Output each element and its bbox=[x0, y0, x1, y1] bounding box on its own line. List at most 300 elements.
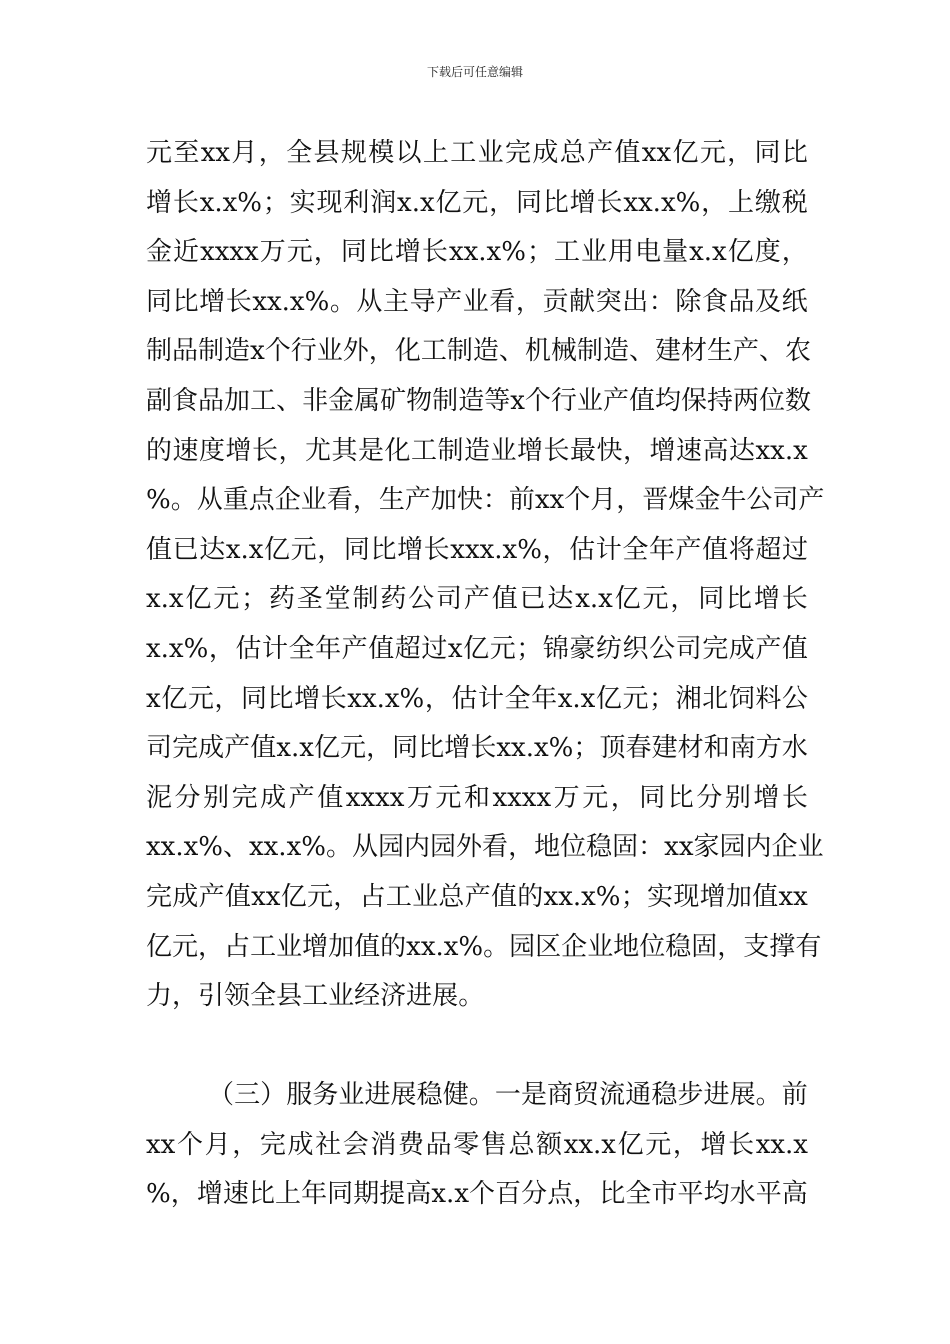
text-glyph: 药 bbox=[268, 584, 295, 615]
text-glyph: 务 bbox=[312, 1080, 339, 1110]
text-glyph: 点 bbox=[547, 1179, 574, 1210]
text-glyph: 总 bbox=[508, 1129, 535, 1160]
text-glyph: xx.x% bbox=[623, 187, 701, 218]
text-glyph: 模 bbox=[368, 138, 395, 168]
text-glyph: 度 bbox=[754, 237, 781, 268]
text-glyph: 均 bbox=[703, 1179, 730, 1210]
text-glyph: 实 bbox=[647, 882, 674, 912]
text-glyph: ， bbox=[623, 435, 650, 466]
text-glyph: 同 bbox=[754, 138, 781, 168]
text-glyph: 亿 bbox=[146, 931, 173, 962]
text-glyph: 公 bbox=[746, 485, 773, 516]
text-line bbox=[146, 574, 808, 624]
text-glyph: 看 bbox=[482, 832, 509, 863]
text-glyph: 行 bbox=[550, 386, 577, 416]
text-glyph: xx bbox=[534, 485, 565, 516]
text-glyph: 亿 bbox=[617, 1129, 644, 1160]
text-glyph: 外 bbox=[342, 336, 369, 367]
text-glyph: 亿 bbox=[614, 584, 641, 615]
text-glyph: 亿 bbox=[463, 634, 490, 664]
text-glyph: 的 bbox=[517, 882, 544, 912]
text-glyph: 主 bbox=[383, 286, 410, 317]
text-glyph: 业 bbox=[797, 832, 824, 863]
text-glyph: 两 bbox=[733, 386, 760, 416]
text-glyph: 和 bbox=[463, 782, 490, 813]
text-glyph: 业 bbox=[338, 1080, 365, 1110]
text-glyph: 位 bbox=[759, 386, 786, 416]
text-glyph: 、 bbox=[498, 336, 525, 367]
text-glyph: 方 bbox=[755, 733, 782, 764]
text-glyph: 产 bbox=[675, 534, 702, 565]
text-glyph: 值 bbox=[702, 534, 729, 565]
text-glyph: 产 bbox=[733, 336, 760, 367]
text-glyph: x.x bbox=[397, 187, 435, 218]
text-glyph: 分 bbox=[174, 782, 201, 813]
text-glyph: 增 bbox=[397, 534, 424, 565]
text-glyph: 牛 bbox=[720, 485, 747, 516]
text-glyph: 地 bbox=[613, 931, 640, 962]
text-glyph: 现 bbox=[316, 187, 343, 218]
text-glyph: 是 bbox=[520, 1080, 547, 1110]
text-glyph: 饲 bbox=[728, 683, 755, 714]
text-line bbox=[146, 426, 808, 476]
text-glyph: 完 bbox=[231, 782, 258, 813]
text-glyph: 实 bbox=[289, 187, 316, 218]
text-glyph: 一 bbox=[494, 1080, 521, 1110]
text-glyph: 完 bbox=[172, 733, 199, 764]
text-glyph: 公 bbox=[781, 683, 808, 714]
text-glyph: 增 bbox=[444, 733, 471, 764]
text-glyph: 比 bbox=[726, 584, 753, 615]
text-glyph: 食 bbox=[172, 386, 199, 416]
text-glyph: 业 bbox=[587, 931, 614, 962]
text-glyph: 点 bbox=[248, 485, 275, 516]
text-glyph: 水 bbox=[781, 733, 808, 764]
text-glyph: x.x bbox=[431, 1179, 469, 1210]
text-glyph: 贸 bbox=[573, 1080, 600, 1110]
text-glyph: ， bbox=[317, 534, 344, 565]
text-glyph: 、 bbox=[628, 336, 655, 367]
text-glyph: xx.x% bbox=[248, 832, 326, 863]
text-glyph: 位 bbox=[639, 931, 666, 962]
text-glyph: 同 bbox=[639, 782, 666, 813]
text-glyph: 市 bbox=[651, 1179, 678, 1210]
text-glyph: 万 bbox=[553, 782, 580, 813]
text-glyph: 比 bbox=[370, 534, 397, 565]
text-glyph: 增 bbox=[196, 1179, 223, 1210]
text-glyph: 金 bbox=[146, 237, 173, 268]
text-glyph: 品 bbox=[425, 1129, 452, 1160]
text-glyph: 速 bbox=[676, 435, 703, 466]
text-glyph: 造 bbox=[224, 336, 251, 367]
text-glyph: 值 bbox=[781, 634, 808, 664]
text-glyph: 重 bbox=[222, 485, 249, 516]
text-glyph: 区 bbox=[535, 931, 562, 962]
text-glyph: 司 bbox=[772, 485, 799, 516]
text-glyph: 制 bbox=[352, 584, 379, 615]
text-glyph: 比 bbox=[667, 782, 694, 813]
text-glyph: 长 bbox=[320, 683, 347, 714]
text-glyph: 比 bbox=[599, 1179, 626, 1210]
text-glyph: 已 bbox=[172, 534, 199, 565]
text-glyph: xx bbox=[664, 832, 694, 863]
text-glyph: x.x bbox=[575, 584, 613, 615]
text-glyph: 元 bbox=[307, 882, 334, 912]
text-glyph: 上 bbox=[275, 1179, 302, 1210]
text-glyph: 除 bbox=[675, 286, 702, 317]
text-glyph: ； bbox=[516, 634, 543, 664]
text-glyph: 家 bbox=[693, 832, 720, 863]
text-glyph: 元 bbox=[172, 931, 199, 962]
text-glyph: 增 bbox=[753, 584, 780, 615]
text-glyph: ， bbox=[368, 336, 395, 367]
text-glyph: 械 bbox=[550, 336, 577, 367]
text-glyph: 社 bbox=[315, 1129, 342, 1160]
text-glyph: 固 bbox=[612, 832, 639, 863]
text-glyph: 品 bbox=[198, 386, 225, 416]
text-glyph: ， bbox=[672, 1129, 699, 1160]
text-glyph: 速 bbox=[222, 1179, 249, 1210]
text-glyph: 产 bbox=[602, 386, 629, 416]
text-glyph: 月 bbox=[204, 1129, 231, 1160]
text-glyph: 工 bbox=[385, 882, 412, 912]
text-glyph: 业 bbox=[412, 882, 439, 912]
text-glyph: 。 bbox=[458, 981, 485, 1012]
text-glyph: 年 bbox=[315, 634, 342, 664]
text-line bbox=[146, 723, 808, 773]
text-glyph: 计 bbox=[261, 634, 288, 664]
text-glyph: 全 bbox=[504, 683, 531, 714]
text-glyph: 三 bbox=[234, 1080, 261, 1110]
text-glyph: 同 bbox=[698, 584, 725, 615]
text-glyph: 总 bbox=[438, 882, 465, 912]
text-glyph: 长 bbox=[252, 435, 279, 466]
text-glyph: 非 bbox=[302, 386, 329, 416]
text-glyph: 增 bbox=[649, 435, 676, 466]
page-header: 下载后可任意编辑 bbox=[426, 65, 523, 79]
text-glyph: ， bbox=[542, 534, 569, 565]
text-glyph: 增 bbox=[199, 286, 226, 317]
text-glyph: 济 bbox=[380, 981, 407, 1012]
text-glyph: 个 bbox=[564, 485, 591, 516]
text-glyph: 元 bbox=[622, 683, 649, 714]
text-glyph: 园 bbox=[509, 931, 536, 962]
text-glyph: 、 bbox=[222, 832, 249, 863]
text-glyph: 增 bbox=[700, 1129, 727, 1160]
text-glyph: 万 bbox=[259, 237, 286, 268]
text-glyph: 尤 bbox=[305, 435, 332, 466]
text-glyph: 元 bbox=[435, 782, 462, 813]
text-glyph: 撑 bbox=[769, 931, 796, 962]
text-glyph: 全 bbox=[286, 138, 313, 168]
text-glyph: 将 bbox=[728, 534, 755, 565]
text-glyph: 稳 bbox=[416, 1080, 443, 1110]
text-glyph: ， bbox=[616, 485, 643, 516]
text-glyph: 占 bbox=[359, 882, 386, 912]
text-glyph: 业 bbox=[576, 386, 603, 416]
text-glyph: 制 bbox=[437, 435, 464, 466]
text-glyph: 以 bbox=[395, 138, 422, 168]
text-glyph: 估 bbox=[235, 634, 262, 664]
text-glyph: 售 bbox=[480, 1129, 507, 1160]
text-glyph: 提 bbox=[379, 1179, 406, 1210]
text-glyph: 造 bbox=[458, 386, 485, 416]
text-glyph: 工 bbox=[553, 237, 580, 268]
text-glyph: 元 bbox=[699, 138, 726, 168]
text-glyph: 业 bbox=[316, 336, 343, 367]
text-glyph: 进 bbox=[364, 1080, 391, 1110]
text-glyph: x bbox=[250, 336, 265, 367]
text-glyph: 矿 bbox=[380, 386, 407, 416]
text-glyph: 产 bbox=[288, 782, 315, 813]
text-line bbox=[146, 376, 812, 426]
text-glyph: 材 bbox=[680, 336, 707, 367]
text-glyph: 增 bbox=[225, 435, 252, 466]
text-glyph: 地 bbox=[534, 832, 561, 863]
text-glyph: 司 bbox=[146, 733, 173, 764]
text-glyph: 元 bbox=[645, 1129, 672, 1160]
text-glyph: 步 bbox=[677, 1080, 704, 1110]
text-glyph: 比 bbox=[542, 187, 569, 218]
text-glyph: 业 bbox=[300, 485, 327, 516]
text-glyph: 分 bbox=[521, 1179, 548, 1210]
text-glyph: 前 bbox=[508, 485, 535, 516]
text-glyph: ） bbox=[260, 1080, 287, 1110]
text-glyph: 长 bbox=[596, 187, 623, 218]
text-glyph: 加 bbox=[224, 386, 251, 416]
text-glyph: 产 bbox=[404, 485, 431, 516]
text-glyph: ， bbox=[573, 1179, 600, 1210]
text-glyph: 稳 bbox=[665, 931, 692, 962]
text-glyph: x bbox=[146, 683, 161, 714]
text-glyph: 成 bbox=[532, 138, 559, 168]
text-glyph: 持 bbox=[707, 386, 734, 416]
text-glyph: 同 bbox=[340, 237, 367, 268]
text-glyph: 工 bbox=[411, 435, 438, 466]
text-glyph: 元 bbox=[642, 584, 669, 615]
text-line bbox=[146, 922, 822, 972]
text-glyph: xx.x bbox=[755, 435, 808, 466]
text-glyph: 通 bbox=[625, 1080, 652, 1110]
text-glyph: 成 bbox=[260, 782, 287, 813]
text-glyph: 年 bbox=[531, 683, 558, 714]
text-glyph: x bbox=[510, 386, 525, 416]
text-glyph: 保 bbox=[680, 386, 707, 416]
text-glyph: 纺 bbox=[595, 634, 622, 664]
text-glyph: 县 bbox=[313, 138, 340, 168]
text-glyph: 至 bbox=[173, 138, 200, 168]
text-glyph: 利 bbox=[343, 187, 370, 218]
text-glyph: 南 bbox=[729, 733, 756, 764]
text-glyph: 长 bbox=[543, 435, 570, 466]
text-glyph: 缴 bbox=[754, 187, 781, 218]
text-glyph: 亿 bbox=[313, 733, 340, 764]
text-glyph: 业 bbox=[276, 931, 303, 962]
text-glyph: 长 bbox=[728, 1129, 755, 1160]
text-glyph: 同 bbox=[392, 733, 419, 764]
text-glyph: 生 bbox=[378, 485, 405, 516]
text-glyph: 现 bbox=[673, 882, 700, 912]
text-glyph: ： bbox=[638, 832, 665, 863]
text-glyph: xx.x% bbox=[496, 733, 574, 764]
text-glyph: 长 bbox=[225, 286, 252, 317]
text-glyph: xxxx bbox=[200, 237, 259, 268]
text-glyph: 产 bbox=[436, 286, 463, 317]
text-glyph: 。 bbox=[755, 1080, 782, 1110]
text-glyph: 稳 bbox=[651, 1080, 678, 1110]
text-glyph: 春 bbox=[625, 733, 652, 764]
text-glyph: 工 bbox=[302, 981, 329, 1012]
text-glyph: 煤 bbox=[668, 485, 695, 516]
text-glyph: ； bbox=[620, 882, 647, 912]
text-glyph: xx bbox=[200, 138, 231, 168]
text-glyph: 贡 bbox=[542, 286, 569, 317]
text-line bbox=[146, 178, 808, 228]
text-glyph: 快 bbox=[456, 485, 483, 516]
text-glyph: 过 bbox=[781, 534, 808, 565]
text-glyph: 成 bbox=[172, 882, 199, 912]
text-glyph: 内 bbox=[404, 832, 431, 863]
text-glyph: 水 bbox=[729, 1179, 756, 1210]
text-glyph: 亿 bbox=[595, 683, 622, 714]
text-glyph: xx.x% bbox=[146, 832, 223, 863]
text-glyph: 全 bbox=[250, 981, 277, 1012]
text-glyph: 纸 bbox=[781, 286, 808, 317]
text-glyph: 已 bbox=[519, 584, 546, 615]
text-glyph: xx bbox=[146, 1129, 176, 1160]
text-glyph: xx bbox=[778, 882, 808, 912]
text-glyph: ， bbox=[333, 882, 360, 912]
text-glyph: 亿 bbox=[280, 882, 307, 912]
text-glyph: 增 bbox=[294, 683, 321, 714]
text-glyph: ， bbox=[727, 138, 754, 168]
text-glyph: 生 bbox=[707, 336, 734, 367]
text-glyph: 进 bbox=[703, 1080, 730, 1110]
text-glyph: 园 bbox=[719, 832, 746, 863]
text-glyph: 品 bbox=[172, 336, 199, 367]
text-glyph: 比 bbox=[248, 1179, 275, 1210]
text-glyph: 泥 bbox=[146, 782, 173, 813]
text-line bbox=[146, 326, 812, 376]
text-glyph: 企 bbox=[771, 832, 798, 863]
text-glyph: 消 bbox=[370, 1129, 397, 1160]
text-glyph: 公 bbox=[649, 634, 676, 664]
text-glyph: 占 bbox=[224, 931, 251, 962]
text-glyph: 加 bbox=[328, 931, 355, 962]
text-glyph: xx.x% bbox=[543, 882, 621, 912]
text-glyph: 展 bbox=[729, 1080, 756, 1110]
text-glyph: 成 bbox=[728, 634, 755, 664]
text-glyph: 增 bbox=[517, 435, 544, 466]
text-glyph: 县 bbox=[276, 981, 303, 1012]
text-glyph: 别 bbox=[724, 782, 751, 813]
text-glyph: 司 bbox=[675, 634, 702, 664]
text-glyph: xx bbox=[251, 882, 281, 912]
text-glyph: 估 bbox=[569, 534, 596, 565]
text-glyph: 公 bbox=[408, 584, 435, 615]
text-glyph: 百 bbox=[495, 1179, 522, 1210]
text-line bbox=[146, 1169, 808, 1219]
text-glyph: 产 bbox=[198, 882, 225, 912]
text-glyph: xx.x% bbox=[406, 931, 484, 962]
text-glyph: x.x bbox=[276, 733, 314, 764]
text-glyph: xx.x% bbox=[448, 237, 526, 268]
text-glyph: 成 bbox=[198, 733, 225, 764]
text-glyph: 业 bbox=[477, 138, 504, 168]
text-glyph: 同 bbox=[343, 534, 370, 565]
text-glyph: 量 bbox=[662, 237, 689, 268]
text-glyph: ； bbox=[262, 187, 289, 218]
text-glyph: 期 bbox=[353, 1179, 380, 1210]
text-glyph: 值 bbox=[354, 931, 381, 962]
text-glyph: 同 bbox=[146, 286, 173, 317]
text-glyph: 出 bbox=[622, 286, 649, 317]
text-glyph: ； bbox=[241, 584, 268, 615]
text-glyph: 引 bbox=[198, 981, 225, 1012]
text-glyph: 估 bbox=[451, 683, 478, 714]
text-glyph: 高 bbox=[405, 1179, 432, 1210]
text-glyph: 值 bbox=[491, 584, 518, 615]
text-glyph: 锦 bbox=[542, 634, 569, 664]
text-glyph: 万 bbox=[406, 782, 433, 813]
text-glyph: 产 bbox=[587, 138, 614, 168]
text-line bbox=[146, 128, 808, 178]
text-glyph: 同 bbox=[515, 187, 542, 218]
text-glyph: 增 bbox=[146, 187, 173, 218]
text-glyph: 超 bbox=[755, 534, 782, 565]
text-glyph: 园 bbox=[377, 832, 404, 863]
text-glyph: ， bbox=[313, 237, 340, 268]
text-glyph: 均 bbox=[654, 386, 681, 416]
text-glyph: 增 bbox=[569, 187, 596, 218]
text-glyph: 。 bbox=[325, 832, 352, 863]
text-glyph: 产 bbox=[463, 584, 490, 615]
text-glyph: 产 bbox=[798, 485, 825, 516]
text-glyph: x.x% bbox=[199, 187, 262, 218]
text-glyph: 亿 bbox=[185, 584, 212, 615]
text-glyph: ， bbox=[208, 634, 235, 664]
text-glyph: 亿 bbox=[435, 187, 462, 218]
text-glyph: 数 bbox=[785, 386, 812, 416]
text-glyph: 商 bbox=[547, 1080, 574, 1110]
text-glyph: xx.x bbox=[563, 1129, 616, 1160]
text-glyph: 别 bbox=[203, 782, 230, 813]
text-glyph: 外 bbox=[456, 832, 483, 863]
text-glyph: 农 bbox=[785, 336, 812, 367]
text-glyph: ， bbox=[352, 485, 379, 516]
text-glyph: 进 bbox=[406, 981, 433, 1012]
text-glyph: 工 bbox=[450, 138, 477, 168]
text-glyph: 工 bbox=[250, 931, 277, 962]
text-glyph: ； bbox=[573, 733, 600, 764]
text-glyph: ： bbox=[648, 286, 675, 317]
text-glyph: 的 bbox=[146, 435, 173, 466]
text-glyph: 长 bbox=[423, 534, 450, 565]
text-glyph: xx.x% bbox=[252, 286, 330, 317]
text-line bbox=[146, 822, 824, 872]
text-glyph: 产 bbox=[341, 634, 368, 664]
text-glyph: 产 bbox=[755, 634, 782, 664]
text-glyph: 比 bbox=[267, 683, 294, 714]
text-line bbox=[146, 773, 808, 823]
text-glyph: 园 bbox=[430, 832, 457, 863]
text-glyph: 完 bbox=[504, 138, 531, 168]
text-glyph: x.x% bbox=[146, 634, 209, 664]
text-line bbox=[146, 624, 808, 674]
text-line bbox=[146, 227, 808, 277]
text-glyph: 元 bbox=[582, 782, 609, 813]
text-glyph: ， bbox=[701, 187, 728, 218]
